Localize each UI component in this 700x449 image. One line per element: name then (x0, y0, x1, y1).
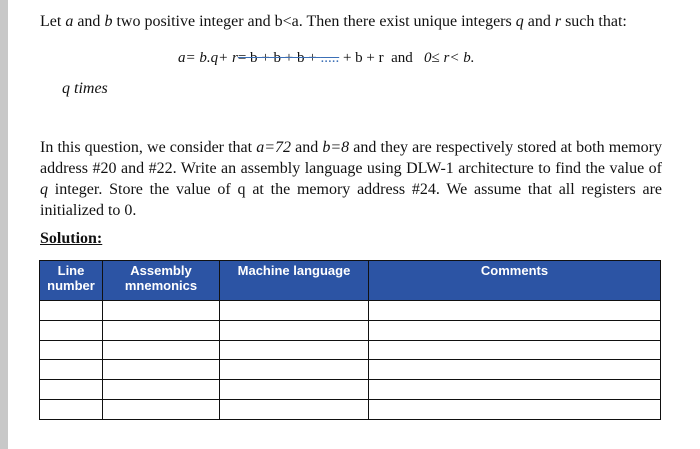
solution-heading: Solution: (40, 230, 103, 247)
table-cell[interactable] (40, 340, 103, 360)
formula-expansion: = b + b + b + (237, 50, 321, 66)
table-cell[interactable] (220, 320, 369, 340)
table-row (40, 320, 661, 340)
table-cell[interactable] (369, 301, 661, 321)
table-cell[interactable] (103, 301, 220, 321)
table-header-row (40, 261, 661, 301)
var-q: q (515, 13, 524, 30)
table-cell[interactable] (369, 340, 661, 360)
intro-statement: Let a and b two positive integer and b<a. Then there exist unique integers q and r such that: (40, 13, 627, 30)
table-cell[interactable] (103, 360, 220, 380)
header-comments: Comments (369, 261, 661, 301)
formula-and: and (391, 50, 413, 66)
question-paragraph: In this question, we consider that a=72 and b=8 and they are respectively stored at both memory address #20 and #22. Write an assembly language using DLW-1 architecture to find the value of q integer. Store the value of q at the memory address #24. We assume that all registers are initialized to 0. (40, 139, 663, 219)
a-value: a=72 (256, 139, 292, 156)
header-machine: Machine language (220, 261, 369, 301)
header-line-number: Line number (40, 261, 103, 301)
left-margin-bar (0, 0, 8, 449)
header-assembly: Assembly mnemonics (103, 261, 220, 301)
table-cell[interactable] (103, 380, 220, 400)
table-cell[interactable] (220, 380, 369, 400)
table-row (40, 360, 661, 380)
table-cell[interactable] (103, 340, 220, 360)
table-cell[interactable] (369, 380, 661, 400)
formula-lhs: a= b.q+ r (178, 50, 238, 66)
table-cell[interactable] (40, 360, 103, 380)
solution-table (39, 260, 661, 420)
table-cell[interactable] (103, 400, 220, 420)
table-cell[interactable] (103, 320, 220, 340)
table-cell[interactable] (369, 320, 661, 340)
division-formula (178, 50, 474, 67)
table-cell[interactable] (220, 340, 369, 360)
table-cell[interactable] (40, 380, 103, 400)
table-row (40, 380, 661, 400)
table-row (40, 400, 661, 420)
table-cell[interactable] (40, 400, 103, 420)
table-cell[interactable] (369, 360, 661, 380)
table-cell[interactable] (220, 400, 369, 420)
table-cell[interactable] (40, 301, 103, 321)
formula-condition: 0≤ r< b. (424, 50, 475, 66)
table-row (40, 301, 661, 321)
q-times-label: q times (62, 80, 108, 97)
formula-tail: + b + r (339, 50, 384, 66)
formula-dots: ..... (320, 50, 340, 66)
table-cell[interactable] (369, 400, 661, 420)
b-value: b=8 (322, 139, 350, 156)
var-b: b (104, 13, 113, 30)
table-cell[interactable] (40, 320, 103, 340)
table-cell[interactable] (220, 360, 369, 380)
table-cell[interactable] (220, 301, 369, 321)
table-body (40, 301, 661, 420)
var-r: r (554, 13, 562, 30)
table-row (40, 340, 661, 360)
var-a: a (65, 13, 74, 30)
q-var: q (40, 181, 48, 198)
